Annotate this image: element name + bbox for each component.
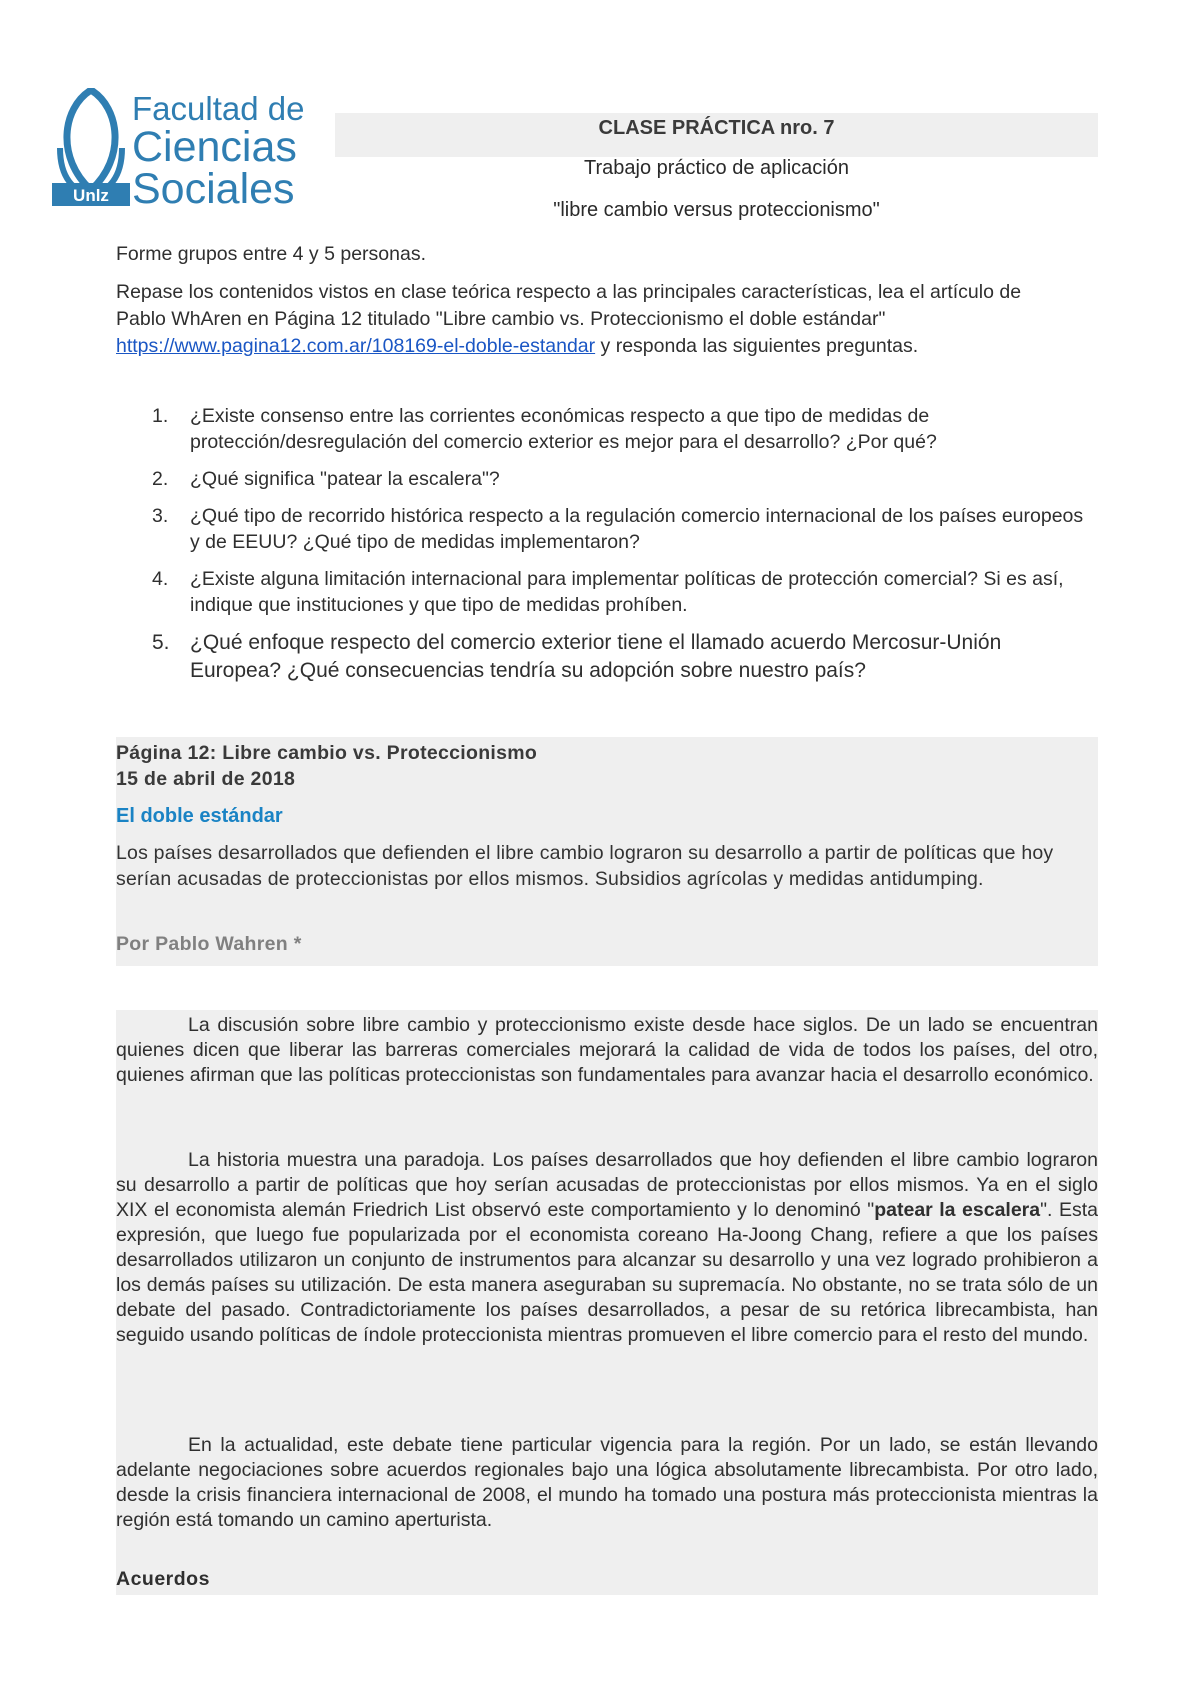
article-source [116, 740, 537, 792]
unlz-emblem-icon [52, 88, 130, 206]
article-paragraph-3: En la actualidad, este debate tiene particular vigencia para la región. Por un lado, se están llevando adelante negociaciones sobre acuerdos regionales bajo una lógica absolutamente librecambista. Por otro lado, desde la crisis financiera internacional de 2008, el mundo ha tomado una postura más proteccionista mientras la región está tomando un camino aperturista. [116, 1434, 1098, 1531]
section-heading: Acuerdos [116, 1568, 210, 1590]
highlighted-term: patear la escalera [874, 1199, 1041, 1221]
reading-instruction [116, 279, 1046, 360]
logo-line-1: Facultad de [132, 90, 305, 127]
question-item: 3. ¿Qué tipo de recorrido histórica respecto a la regulación comercio internacional de los países europeos y de EEUU? ¿Qué tipo de medidas implementaron? [152, 505, 1084, 553]
page-subtitle: Trabajo práctico de aplicación [584, 157, 849, 179]
article-summary: Los países desarrollados que defienden el libre cambio lograron su desarrollo a partir de políticas que hoy serían acusadas de proteccionistas por ellos mismos. Subsidios agrícolas y medidas antidumping. [116, 842, 1054, 890]
intro-text: Repase los contenidos vistos en clase teórica respecto a las principales características, lea el artículo de Pablo WhAren en Página 12 titulado "Libre cambio vs. Proteccionismo el doble estándar" [116, 281, 1022, 330]
page-title: CLASE PRÁCTICA nro. 7 [598, 117, 835, 139]
article-author: Por Pablo Wahren * [116, 933, 302, 955]
article-title: El doble estándar [116, 805, 283, 827]
question-item: 2. ¿Qué significa "patear la escalera"? [152, 468, 500, 490]
article-link[interactable]: https://www.pagina12.com.ar/108169-el-doble-estandar [116, 335, 596, 357]
question-item: 1. ¿Existe consenso entre las corrientes económicas respecto a que tipo de medidas de protección/desregulación del comercio exterior es mejor para el desarrollo? ¿Por qué? [152, 405, 937, 453]
questions-list [116, 403, 1096, 696]
article-paragraph-2: La historia muestra una paradoja. Los países desarrollados que hoy defienden el libre cambio lograron su desarrollo a partir de políticas que hoy serían acusadas de proteccionistas por ellos mismos. Ya en el siglo XIX el economista alemán Friedrich List observó este comportamiento y lo denominó "patear la escalera". Esta expresión, que luego fue popularizada por el economista coreano Ha-Joong Chang, refiere a que los países desarrollados utilizaron un conjunto de instrumentos para alcanzar su desarrollo y una vez logrado prohibieron a los demás países su utilización. De esta manera aseguraban su supremacía. No obstante, no se trata sólo de un debate del pasado. Contradictoriamente los países desarrollados, a pesar de su retórica librecambista, han seguido usando políticas de índole proteccionista mientras promueven el libre comercio para el resto del mundo. [116, 1149, 1099, 1346]
logo-line-2: Ciencias [132, 123, 297, 171]
faculty-logo [52, 88, 322, 213]
intro-text-end: y responda las siguientes preguntas. [595, 335, 919, 357]
article-source-title: Página 12: Libre cambio vs. Proteccionismo [116, 742, 538, 764]
logo-line-3: Sociales [132, 165, 295, 213]
article-paragraph-1: La discusión sobre libre cambio y proteccionismo existe desde hace siglos. De un lado se encuentran quienes dicen que liberar las barreras comerciales mejorará la calidad de vida de todos los países, del otro, quienes afirman que las políticas proteccionistas son fundamentales para avanzar hacia el desarrollo económico. [116, 1014, 1098, 1086]
emblem-text: Unlz [73, 186, 109, 205]
page-topic: "libre cambio versus proteccionismo" [553, 199, 880, 221]
question-item: 4. ¿Existe alguna limitación internacional para implementar políticas de protección comercial? Si es así, indique que instituciones y que tipo de medidas prohíben. [152, 568, 1064, 616]
question-item: 5. ¿Qué enfoque respecto del comercio exterior tiene el llamado acuerdo Mercosur-Unión Europea? ¿Qué consecuencias tendría su adopción sobre nuestro país? [152, 631, 1002, 682]
article-date: 15 de abril de 2018 [116, 768, 296, 790]
groups-instruction: Forme grupos entre 4 y 5 personas. [116, 243, 426, 265]
